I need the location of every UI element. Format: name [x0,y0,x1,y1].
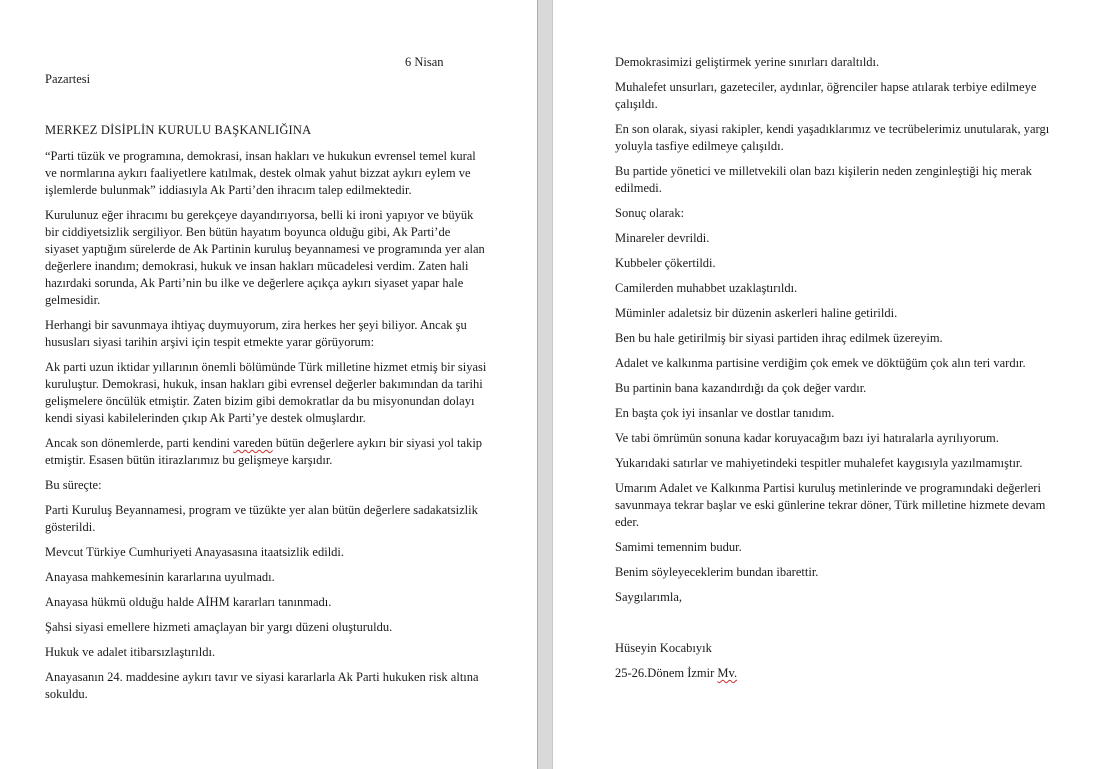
page-1-text-column [45,54,487,703]
letter-heading: MERKEZ DİSİPLİN KURULU BAŞKANLIĞINA [45,123,312,137]
day-line: Pazartesi [45,72,91,86]
paragraph: Camilerden muhabbet uzaklaştırıldı. [615,281,798,295]
paragraph: Mevcut Türkiye Cumhuriyeti Anayasasına itaatsizlik edildi. [45,545,345,559]
date-block [45,54,487,88]
misspelled-word: vareden [233,436,273,450]
signature-name: Hüseyin Kocabıyık [615,641,712,655]
paragraph: Anayasa mahkemesinin kararlarına uyulmadı. [45,570,275,584]
paragraph: Benim söyleyeceklerim bundan ibarettir. [615,565,819,579]
paragraph: Yukarıdaki satırlar ve mahiyetindeki tespitler muhalefet kaygısıyla yazılmamıştır. [615,456,1023,470]
paragraph: Adalet ve kalkınma partisine verdiğim çok emek ve döktüğüm çok alın teri vardır. [615,356,1026,370]
misspelled-word: Mv. [717,666,738,680]
paragraph: Bu süreçte: [45,478,102,492]
paragraph: Ak parti uzun iktidar yıllarının önemli bölümünde Türk milletine hizmet etmiş bir siyasi kuruluştur. Demokrasi, hukuk, insan hakları gibi evrensel değerler bakımından da tarihi gelişmelere öncülük etmiştir. Zaten bizim gibi demokratlar da bu misyonundan dolayı kendi siyasi kabilelerinden çıkıp Ak Parti’ye destek olmuşlardır. [45,360,487,425]
paragraph: Anayasanın 24. maddesine aykırı tavır ve siyasi kararlarla Ak Parti hukuken risk altına sokuldu. [45,670,479,701]
paragraph-segment: bütün değerlere aykırı bir siyasi yol takip etmiştir. Esasen bütün itirazlarımız bu gelişmeye karşıdır. [45,436,483,467]
paragraph: “Parti tüzük ve programına, demokrasi, insan hakları ve hukukun evrensel temel kural ve normlarına aykırı faaliyetlere katılmak, destek olmak yahut bizzat aykırı eylem ve işlemlerde bulunmak” iddiasıyla Ak Parti’den ihracım talep edilmektedir. [45,149,476,197]
signature-title [615,665,1057,682]
paragraph: Bu partinin bana kazandırdığı da çok değer vardır. [615,381,867,395]
paragraph: Hukuk ve adalet itibarsızlaştırıldı. [45,645,216,659]
page-2-text-column [615,54,1057,682]
signature-block [615,640,1057,682]
paragraph: Kurulunuz eğer ihracımı bu gerekçeye dayandırıyorsa, belli ki ironi yapıyor ve büyük bir ciddiyetsizlik sergiliyor. Ben bütün hayatım boyunca olduğu gibi, Ak Parti’de siyaset yaptığım sürelerde de Ak Partinin kuruluş beyannamesi ve programında yer alan değerlere inandım; demokrasi, hukuk ve insan hakları mücadelesi verdim. Zaten hali hazırdaki sorunda, Ak Parti’nin bu ilke ve değerlere açıkça aykırı siyaset yapar hale gelmesidir. [45,208,485,307]
paragraph: Ve tabi ömrümün sonuna kadar koruyacağım bazı iyi hatıralarla ayrılıyorum. [615,431,999,445]
paragraph: Anayasa hükmü olduğu halde AİHM kararları tanınmadı. [45,595,332,609]
paragraph: Muhalefet unsurları, gazeteciler, aydınlar, öğrenciler hapse atılarak terbiye edilmeye çalışıldı. [615,80,1037,111]
paragraph: En son olarak, siyasi rakipler, kendi yaşadıklarımız ve tecrübelerimiz unutularak, yargı yoluyla tasfiye edilmeye çalışıldı. [615,122,1050,153]
paragraph: Şahsi siyasi emellere hizmeti amaçlayan bir yargı düzeni oluşturuldu. [45,620,393,634]
paragraph: Umarım Adalet ve Kalkınma Partisi kuruluş metinlerinde ve programındaki değerleri savunmaya tekrar başlar ve eski günlerine tekrar döner, Türk milletine hizmete devam eder. [615,481,1046,529]
page-2[interactable] [553,0,1099,769]
signature-title-segment: 25-26.Dönem İzmir [615,666,718,680]
paragraph-segment: Ancak son dönemlerde, parti kendini [45,436,234,450]
closing-salutation: Saygılarımla, [615,590,682,604]
paragraph: Kubbeler çökertildi. [615,256,716,270]
paragraph: Ben bu hale getirilmiş bir siyasi partiden ihraç edilmek üzereyim. [615,331,943,345]
paragraph: Samimi temennim budur. [615,540,742,554]
date-line: 6 Nisan [405,55,444,69]
paragraph: Herhangi bir savunmaya ihtiyaç duymuyorum, zira herkes her şeyi biliyor. Ancak şu hususları siyasi tarihin arşivi için tespit etmekte yarar görüyorum: [45,318,467,349]
paragraph: Sonuç olarak: [615,206,685,220]
paragraph: Müminler adaletsiz bir düzenin askerleri haline getirildi. [615,306,898,320]
paragraph: Demokrasimizi geliştirmek yerine sınırları daraltıldı. [615,55,880,69]
paragraph: En başta çok iyi insanlar ve dostlar tanıdım. [615,406,835,420]
paragraph: Parti Kuruluş Beyannamesi, program ve tüzükte yer alan bütün değerlere sadakatsizlik gösterildi. [45,503,478,534]
page-1[interactable] [0,0,537,769]
paragraph: Bu partide yönetici ve milletvekili olan bazı kişilerin neden zenginleştiği hiç merak edilmedi. [615,164,1032,195]
paragraph-with-spellcheck [45,435,487,469]
page-gutter [537,0,553,769]
paragraph: Minareler devrildi. [615,231,710,245]
